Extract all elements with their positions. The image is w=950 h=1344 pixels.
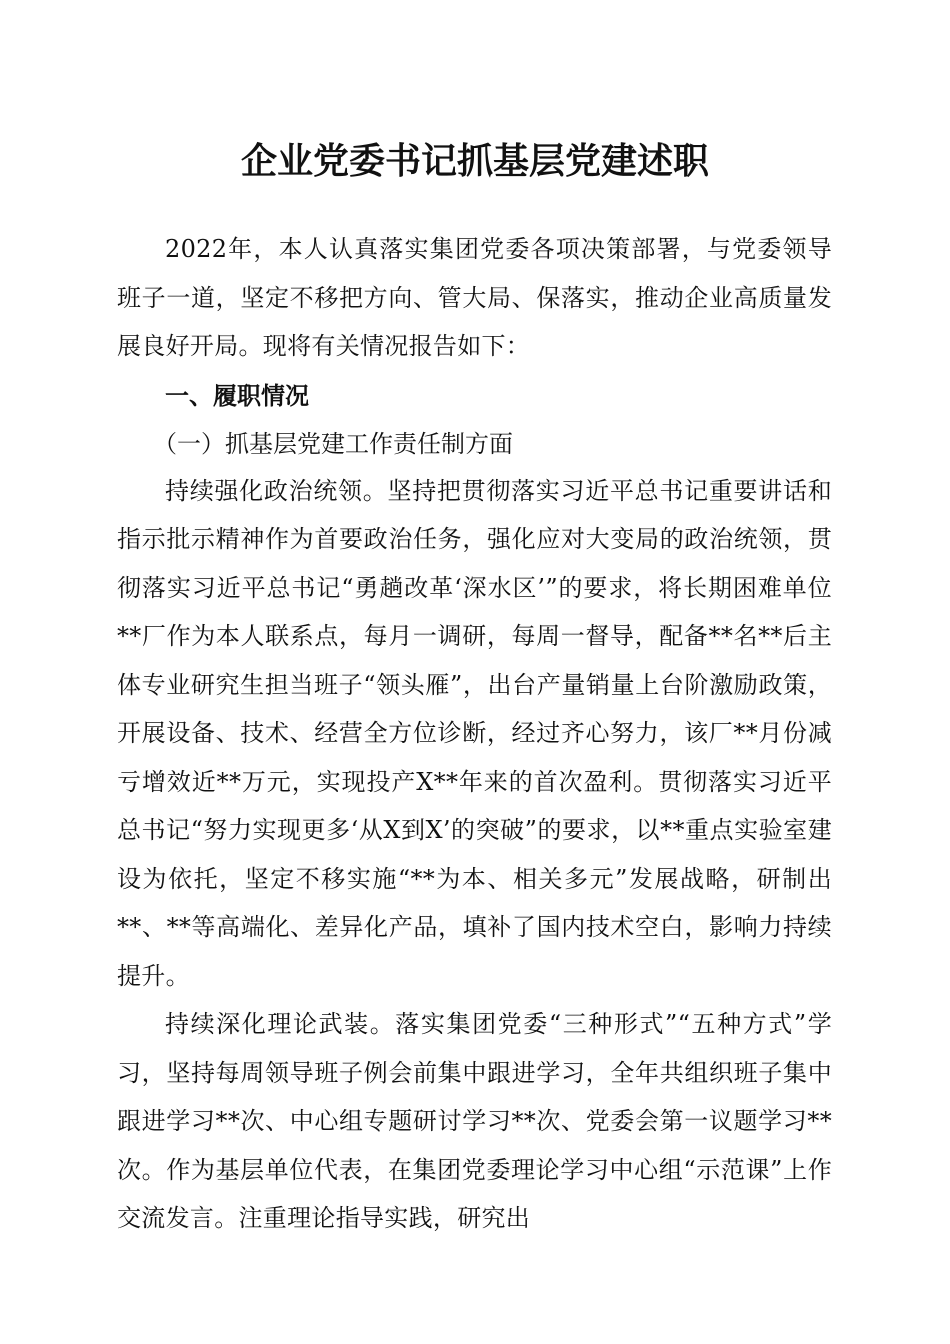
body-paragraph-2: 持续深化理论武装。落实集团党委“三种形式”“五种方式”学习，坚持每周领导班子例会前集中跟进学习，全年共组织班子集中跟进学习**次、中心组专题研讨学习**次、党委会第一议题学习**次。作为基层单位代表，在集团党委理论学习中心组“示范课”上作交流发言。注重理论指导实践，研究出: [117, 1010, 832, 1232]
section-heading: 一、履职情况: [165, 381, 309, 410]
intro-paragraph: 2022年，本人认真落实集团党委各项决策部署，与党委领导班子一道，坚定不移把方向、管大局、保落实，推动企业高质量发展良好开局。现将有关情况报告如下：: [117, 235, 832, 360]
subsection-heading: （一）抓基层党建工作责任制方面: [153, 429, 513, 458]
document-body: [117, 225, 832, 1243]
document-title: 企业党委书记抓基层党建述职: [240, 140, 709, 182]
body-paragraph-1: 持续强化政治统领。坚持把贯彻落实习近平总书记重要讲话和指示批示精神作为首要政治任务，强化应对大变局的政治统领，贯彻落实习近平总书记“勇趟改革‘深水区’”的要求，将长期困难单位**厂作为本人联系点，每月一调研，每周一督导，配备**名**后主体专业研究生担当班子“领头雁”，出台产量销量上台阶激励政策，开展设备、技术、经营全方位诊断，经过齐心努力，该厂**月份减亏增效近**万元，实现投产X**年来的首次盈利。贯彻落实习近平总书记“努力实现更多‘从X到X’的突破”的要求，以**重点实验室建设为依托，坚定不移实施“**为本、相关多元”发展战略，研制出**、**等高端化、差异化产品，填补了国内技术空白，影响力持续提升。: [117, 476, 832, 990]
